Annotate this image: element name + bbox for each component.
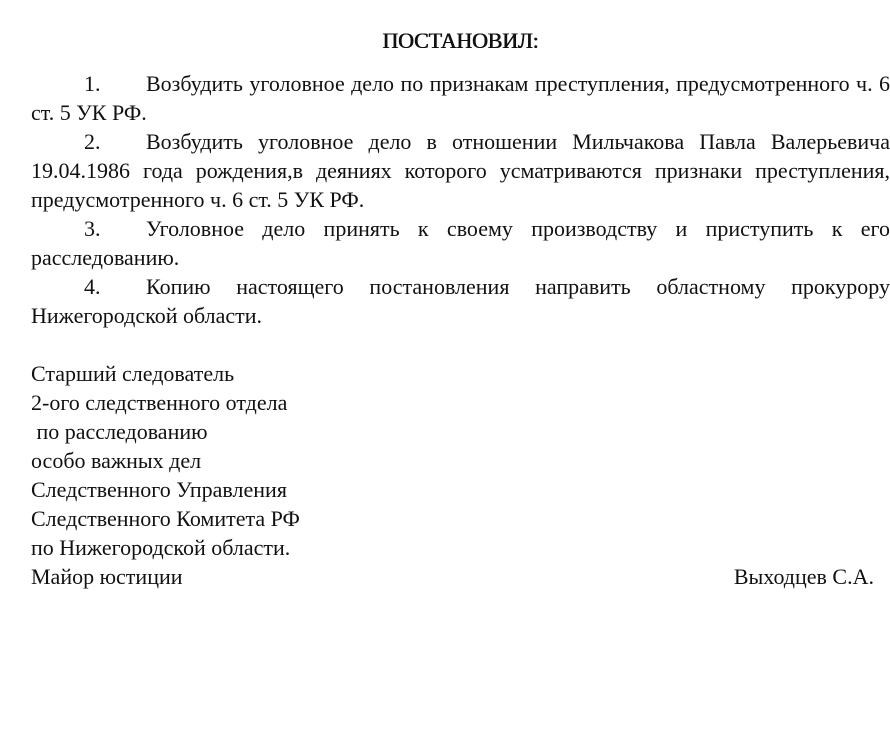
signature-title-line: по расследованию bbox=[31, 419, 208, 444]
signature-rank: Майор юстиции bbox=[31, 564, 183, 589]
signature-title-line: Следственного Комитета РФ bbox=[31, 506, 300, 531]
signature-title-line: по Нижегородской области. bbox=[31, 535, 291, 560]
signature-rank-name-row bbox=[31, 562, 874, 591]
signature-title-line: особо важных дел bbox=[31, 448, 202, 473]
document-heading: ПОСТАНОВИЛ: bbox=[382, 28, 539, 53]
signature-name: Выходцев С.А. bbox=[733, 564, 874, 589]
resolution-item-1 bbox=[31, 69, 890, 127]
signature-title-line: Старший следователь bbox=[31, 361, 235, 386]
resolution-list bbox=[31, 69, 890, 330]
resolution-item-3 bbox=[31, 214, 890, 272]
item-text: Уголовное дело принять к своему производству и приступить к его расследованию. bbox=[31, 216, 890, 270]
resolution-item-2 bbox=[31, 127, 890, 214]
signature-title-line: Следственного Управления bbox=[31, 477, 287, 502]
signature-title-line: 2-ого следственного отдела bbox=[31, 390, 288, 415]
item-number: 3. bbox=[84, 216, 101, 241]
document-page bbox=[31, 26, 890, 591]
item-number: 1. bbox=[84, 71, 101, 96]
item-text: Возбудить уголовное дело в отношении Мильчакова Павла Валерьевича 19.04.1986 года рождения,в деяниях которого усматриваются признаки преступления, предусмотренного ч. 6 ст. 5 УК РФ. bbox=[31, 129, 890, 212]
item-number: 4. bbox=[84, 274, 101, 299]
resolution-item-4 bbox=[31, 272, 890, 330]
item-text: Копию настоящего постановления направить областному прокурору Нижегородской области. bbox=[31, 274, 890, 328]
signature-block bbox=[31, 359, 890, 591]
item-number: 2. bbox=[84, 129, 101, 154]
item-text: Возбудить уголовное дело по признакам преступления, предусмотренного ч. 6 ст. 5 УК РФ. bbox=[31, 71, 890, 125]
